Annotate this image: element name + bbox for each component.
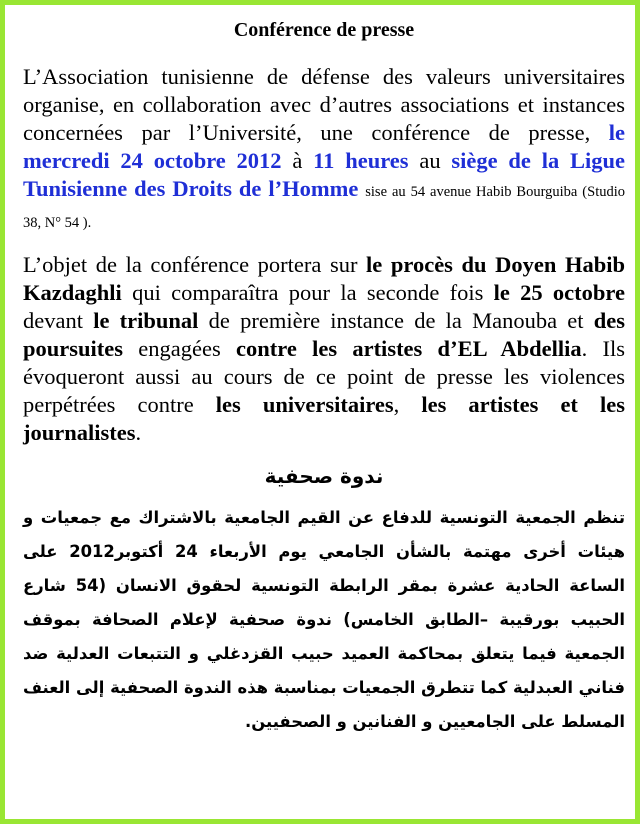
subject-bold-proceedings: des poursuites (23, 308, 626, 361)
document-title-fr: Conférence de presse (233, 19, 415, 41)
subject-bold-artists: contre les artistes d’EL Abdellia (236, 336, 582, 361)
paragraph-announcement (23, 63, 625, 237)
announcement-intro: L’Association tunisienne de défense des valeurs universitaires organise, en collaboration avec d’autres associations et instances concernées par l’Université, une conférence de presse, (23, 64, 625, 145)
event-venue: siège de la Ligue Tunisienne des Droits de l’Homme (23, 148, 626, 201)
subject-bold-tribunal: le tribunal (93, 308, 199, 333)
subject-text-3: devant (23, 308, 83, 333)
subject-text-6: . Ils évoqueront aussi au cours de ce point de presse les violences perpétrées contre (23, 336, 626, 417)
event-address: sise au 54 avenue Habib Bourguiba (Studio 38, N° 54 ). (23, 184, 626, 231)
event-time: 11 heures (313, 148, 409, 173)
document-title-ar: ندوة صحفية (264, 464, 384, 488)
subject-comma: , (393, 392, 400, 417)
subject-period: . (135, 420, 142, 445)
subject-text-1: L’objet de la conférence portera sur (23, 252, 358, 277)
event-date: le mercredi 24 octobre 2012 (23, 120, 626, 173)
subject-text-2: qui comparaîtra pour la seconde fois (132, 280, 484, 305)
subject-bold-journalists: les artistes et les journalistes (23, 392, 625, 445)
subject-bold-trial: le procès du Doyen Habib Kazdaghli (23, 252, 626, 305)
paragraph-arabic: تنظم الجمعية التونسية للدفاع عن القيم الجامعية بالاشتراك مع جمعيات و هيئات أخرى مهتمة بالشأن الجامعي يوم الأربعاء 24 أكتوبر2012 على الساعة الحادية عشرة بمقر الرابطة التونسية لحقوق الانسان (54 شارع الحبيب بورقيبة –الطابق الخامس) ندوة صحفية لإعلام الصحافة بموقف الجمعية فيما يتعلق بمحاكمة العميد حبيب القزدغلي و التتبعات العدلية ضد فناني العبدلية كما تتطرق الجمعيات بمناسبة هذه الندوة الصحفية إلى العنف المسلط على الجامعيين و الفنانين و الصحفيين. (23, 508, 625, 731)
paragraph-subject (23, 251, 625, 447)
document-content (23, 11, 625, 739)
subject-bold-date: le 25 octobre (493, 280, 625, 305)
subject-text-5: engagées (138, 336, 221, 361)
subject-text-4: de première instance de la Manouba et (208, 308, 584, 333)
subject-bold-academics: les universitaires (215, 392, 394, 417)
announcement-a: à (292, 148, 303, 173)
announcement-au: au (419, 148, 441, 173)
